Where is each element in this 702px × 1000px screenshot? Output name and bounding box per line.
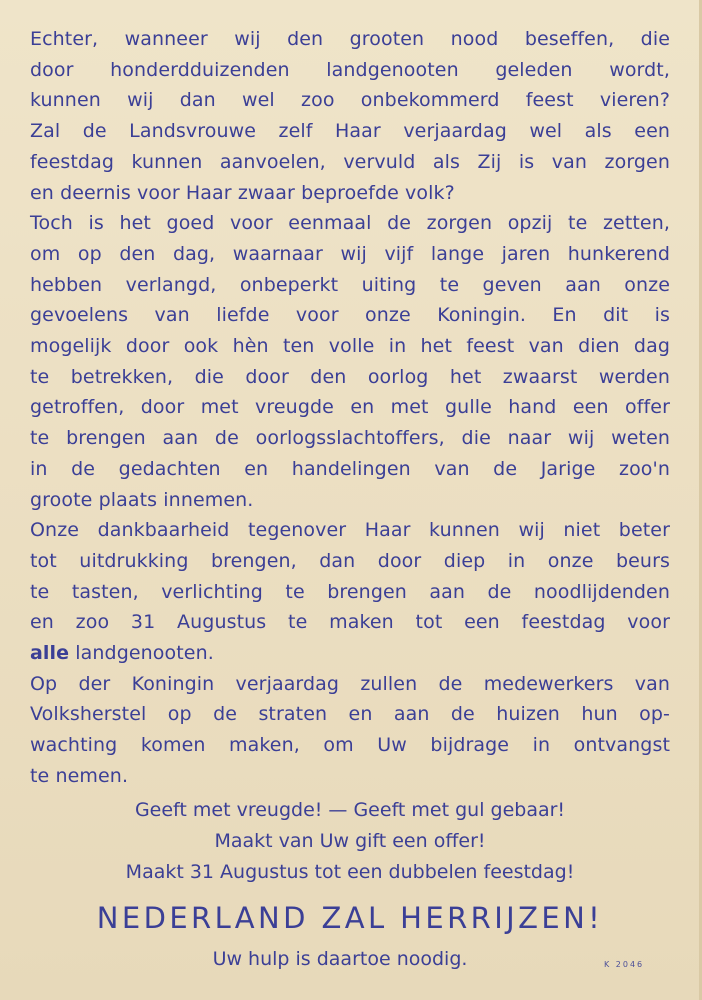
text-line: Volksherstel op de straten en aan de huizen hun op- — [30, 703, 670, 726]
text-line: mogelijk door ook hèn ten volle in het feest van dien dag — [30, 335, 670, 358]
text-line: wachting komen maken, om Uw bijdrage in ontvangst — [30, 734, 670, 757]
text-line: Onze dankbaarheid tegenover Haar kunnen wij niet beter — [30, 519, 670, 542]
text-line: getroffen, door met vreugde en met gulle hand een offer — [30, 396, 670, 419]
text-fragment: landgenooten. — [69, 642, 214, 665]
headline: NEDERLAND ZAL HERRIJZEN! — [96, 901, 604, 935]
text-line-with-emphasis — [30, 638, 670, 669]
text-line: Echter, wanneer wij den grooten nood beseffen, die — [30, 28, 670, 50]
text-line: kunnen wij dan wel zoo onbekommerd feest vieren? — [30, 89, 670, 112]
text-line: tot uitdrukking brengen, dan door diep in onze beurs — [30, 549, 670, 572]
text-line: door honderdduizenden landgenooten geleden wordt, — [30, 58, 670, 81]
text-line: te nemen. — [30, 764, 129, 787]
text-line: te brengen aan de oorlogsslachtoffers, die naar wij weten — [30, 427, 670, 450]
body-text — [30, 24, 670, 792]
text-line: te tasten, verlichting te brengen aan de noodlijdenden — [30, 580, 670, 603]
text-line: om op den dag, waarnaar wij vijf lange jaren hunkerend — [30, 242, 670, 265]
text-line: Zal de Landsvrouwe zelf Haar verjaardag wel als een — [30, 120, 670, 143]
emphasized-word: alle — [30, 642, 70, 665]
text-line: Op der Koningin verjaardag zullen de medewerkers van — [30, 672, 670, 695]
text-line: groote plaats innemen. — [30, 488, 254, 511]
text-line: en zoo 31 Augustus te maken tot een feestdag voor — [30, 611, 670, 634]
text-line: in de gedachten en handelingen van de Jarige zoo'n — [30, 457, 670, 480]
slogan-line: Geeft met vreugde! — Geeft met gul gebaar! — [134, 799, 566, 821]
text-line: en deernis voor Haar zwaar beproefde volk? — [30, 181, 455, 204]
text-line: hebben verlangd, onbeperkt uiting te geven aan onze — [30, 273, 670, 296]
slogan-line: Maakt 31 Augustus tot een dubbelen feestdag! — [125, 861, 575, 883]
slogans — [30, 795, 670, 888]
text-line: te betrekken, die door den oorlog het zwaarst werden — [30, 365, 670, 388]
text-line: feestdag kunnen aanvoelen, vervuld als Zij is van zorgen — [30, 150, 670, 173]
print-code: K 2046 — [604, 960, 645, 969]
subline: Uw hulp is daartoe noodig. — [212, 948, 468, 970]
text-line: Toch is het goed voor eenmaal de zorgen opzij te zetten, — [30, 212, 670, 235]
slogan-line: Maakt van Uw gift een offer! — [214, 830, 486, 852]
text-line: gevoelens van liefde voor onze Koningin. En dit is — [30, 304, 670, 327]
